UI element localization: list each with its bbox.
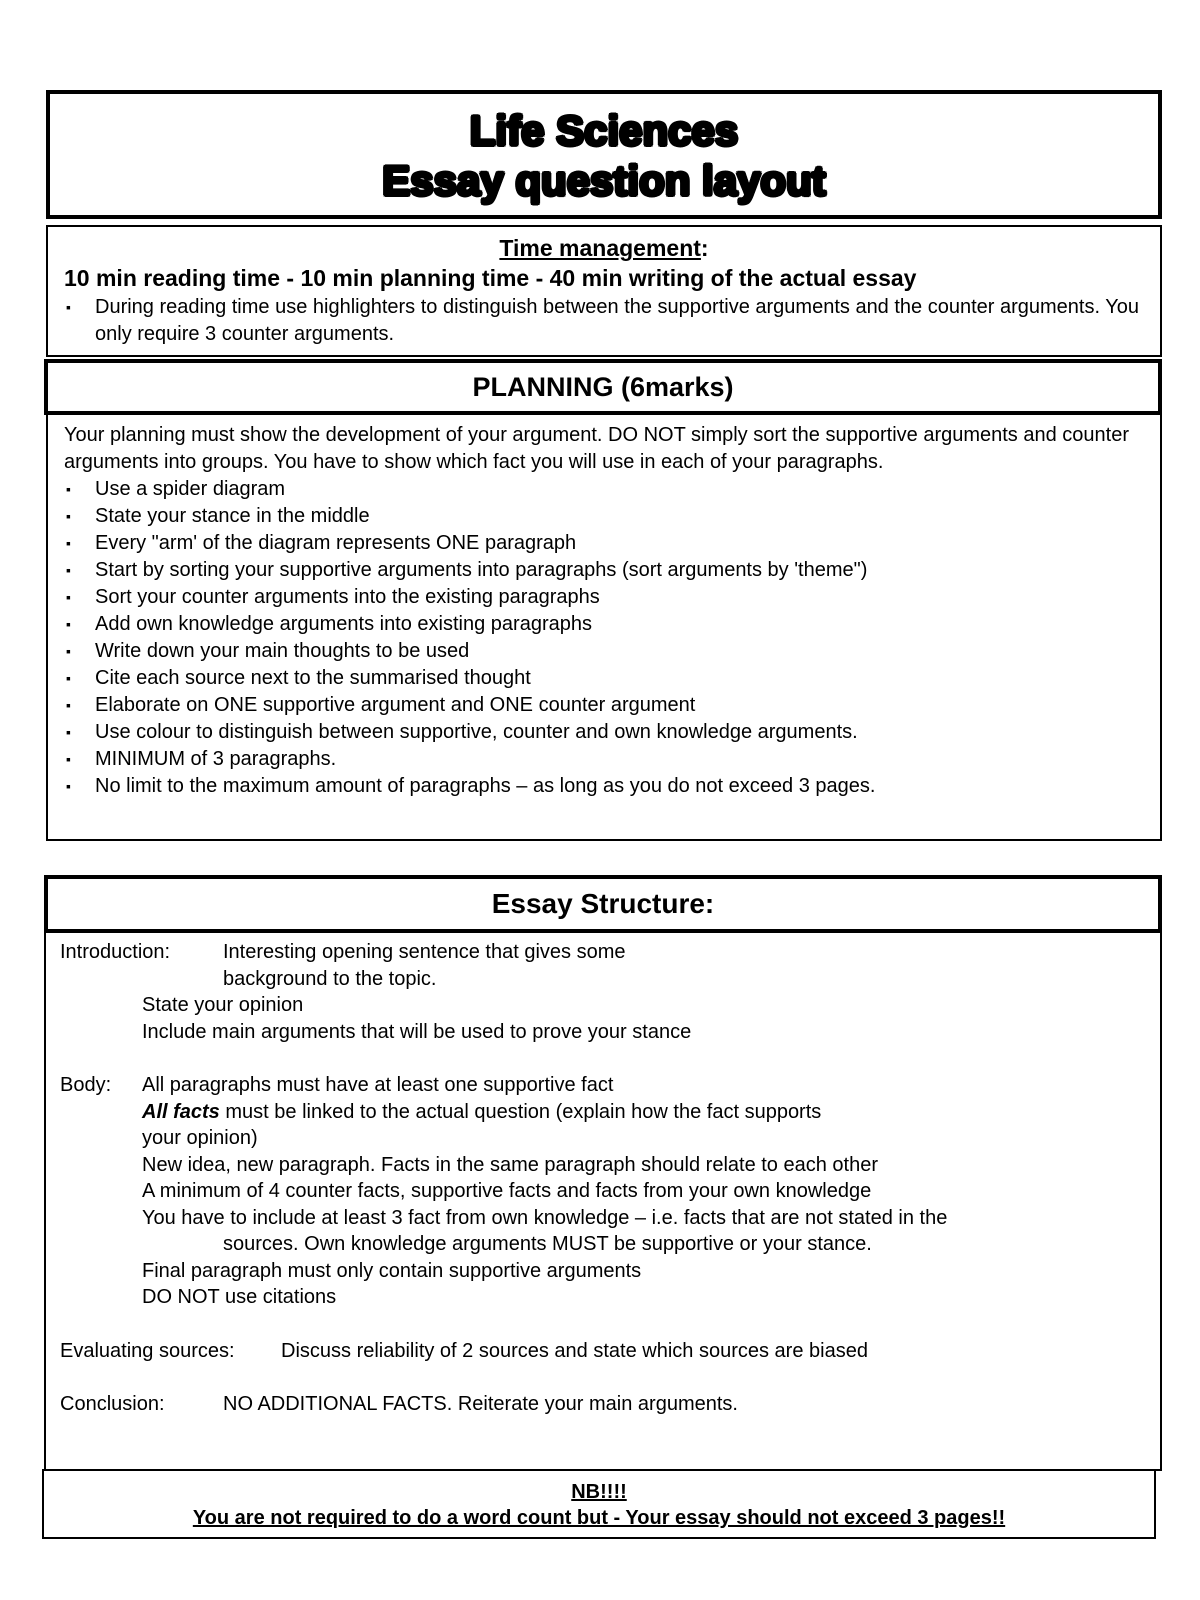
nb-text: You are not required to do a word count but - Your essay should not exceed 3 pages!! xyxy=(192,1507,1006,1529)
list-item: ▪ Every "arm' of the diagram represents ONE paragraph xyxy=(48,530,1160,557)
list-item: ▪ Elaborate on ONE supportive argument and ONE counter argument xyxy=(48,692,1160,719)
list-item: ▪ Cite each source next to the summarised thought xyxy=(48,665,1160,692)
introduction-line-4: Include main arguments that will be used to prove your stance xyxy=(142,1021,692,1043)
title-box xyxy=(46,90,1162,219)
list-item: ▪ Write down your main thoughts to be used xyxy=(48,638,1160,665)
list-item: ▪ Use a spider diagram xyxy=(48,476,1160,503)
body-line-6: You have to include at least 3 fact from own knowledge – i.e. facts that are not stated in the xyxy=(142,1207,948,1229)
introduction-line-2: background to the topic. xyxy=(223,968,437,990)
essay-structure-box xyxy=(44,931,1162,1471)
list-item: ▪ Add own knowledge arguments into existing paragraphs xyxy=(48,611,1160,638)
body-line-9: DO NOT use citations xyxy=(142,1286,337,1308)
list-item: ▪ MINIMUM of 3 paragraphs. xyxy=(48,746,1160,773)
essay-structure-heading: Essay Structure: xyxy=(44,875,1162,933)
planning-intro: Your planning must show the development of your argument. DO NOT simply sort the supportive arguments and counter arguments into groups. You have to show which fact you will use in each of your paragraphs. xyxy=(64,424,1129,473)
time-management-heading: Time management: xyxy=(499,235,709,261)
body-line-1: All paragraphs must have at least one supportive fact xyxy=(142,1074,614,1096)
planning-bullet-list xyxy=(48,476,1160,800)
time-management-box xyxy=(46,225,1162,357)
title-line-1: Life Sciences xyxy=(469,107,739,154)
list-item: ▪ No limit to the maximum amount of paragraphs – as long as you do not exceed 3 pages. xyxy=(48,773,1160,800)
conclusion-label: Conclusion: xyxy=(60,1393,165,1415)
list-item: ▪ Use colour to distinguish between supportive, counter and own knowledge arguments. xyxy=(48,719,1160,746)
evaluating-label: Evaluating sources: xyxy=(60,1340,235,1362)
introduction-line-3: State your opinion xyxy=(142,994,304,1016)
list-item: ▪ Sort your counter arguments into the existing paragraphs xyxy=(48,584,1160,611)
body-line-3: your opinion) xyxy=(142,1127,258,1149)
body-line-4: New idea, new paragraph. Facts in the same paragraph should relate to each other xyxy=(142,1154,878,1176)
introduction-label: Introduction: xyxy=(60,941,171,963)
planning-heading: PLANNING (6marks) xyxy=(44,359,1162,415)
body-line-7: sources. Own knowledge arguments MUST be supportive or your stance. xyxy=(223,1233,872,1255)
body-label: Body: xyxy=(60,1074,112,1096)
evaluating-text: Discuss reliability of 2 sources and state which sources are biased xyxy=(281,1340,868,1362)
planning-box xyxy=(46,413,1162,841)
introduction-line-1: Interesting opening sentence that gives some xyxy=(223,941,626,963)
nb-heading: NB!!!! xyxy=(571,1481,627,1503)
body-line-8: Final paragraph must only contain supportive arguments xyxy=(142,1260,642,1282)
time-management-bullet: ▪ During reading time use highlighters to distinguish between the supportive arguments and the counter arguments. You only require 3 counter arguments. xyxy=(48,294,1140,348)
nb-box xyxy=(42,1469,1156,1539)
body-line-2: All facts must be linked to the actual question (explain how the fact supports xyxy=(142,1101,822,1123)
conclusion-text: NO ADDITIONAL FACTS. Reiterate your main arguments. xyxy=(223,1393,738,1415)
body-line-5: A minimum of 4 counter facts, supportive facts and facts from your own knowledge xyxy=(142,1180,872,1202)
list-item: ▪ Start by sorting your supportive arguments into paragraphs (sort arguments by 'theme") xyxy=(48,557,1160,584)
list-item: ▪ State your stance in the middle xyxy=(48,503,1160,530)
time-schedule: 10 min reading time - 10 min planning time - 40 min writing of the actual essay xyxy=(64,265,917,291)
title-line-2: Essay question layout xyxy=(382,157,826,204)
